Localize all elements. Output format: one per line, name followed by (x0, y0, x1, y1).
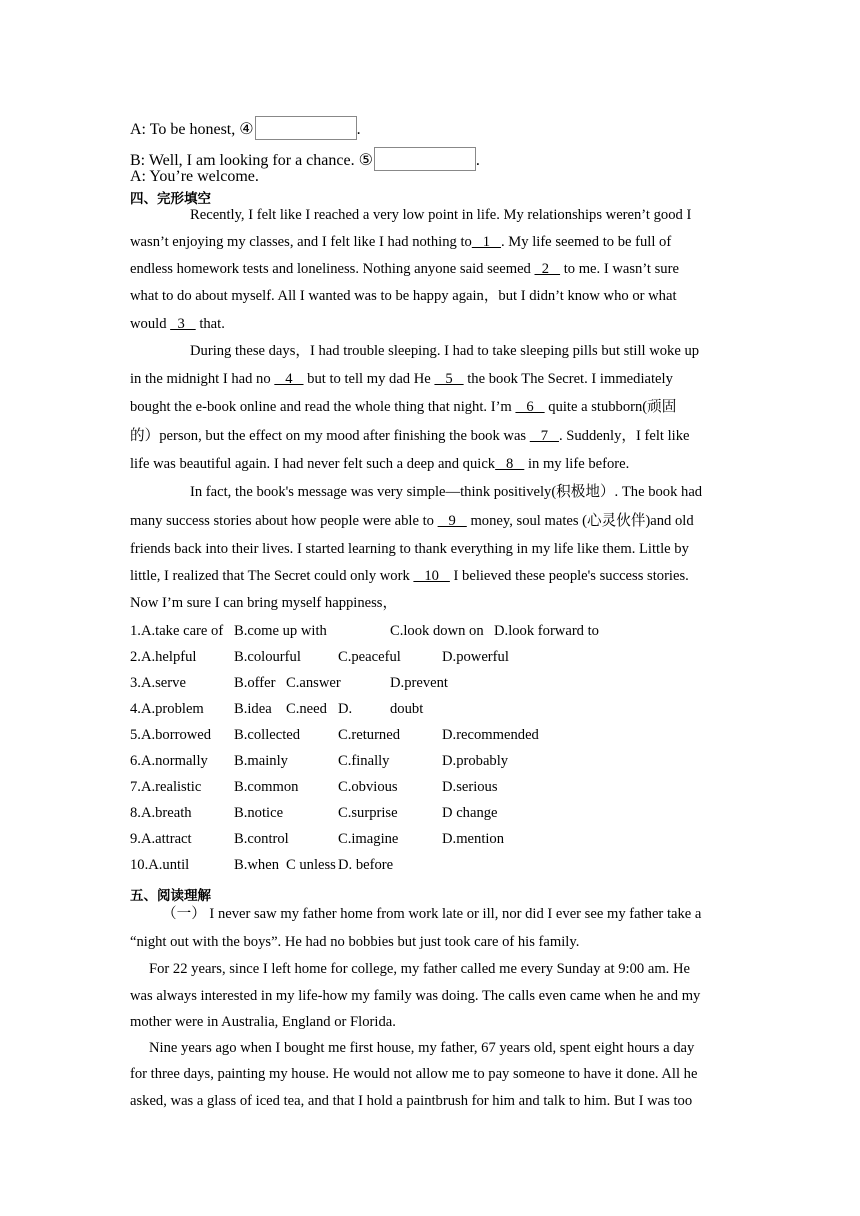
blank-9: 9 (437, 513, 467, 529)
blank-4: 4 (274, 371, 304, 387)
option-c: C.obvious (338, 779, 398, 795)
para1-line3: endless homework tests and loneliness. Nothing anyone said seemed 2 to me. I wasn’t sure (130, 261, 679, 277)
option-a: 8.A.breath (130, 805, 192, 821)
blank-8: 8 (495, 456, 525, 472)
blank-7: 7 (529, 428, 559, 444)
blank-5: 5 (434, 371, 464, 387)
option-a: 6.A.normally (130, 753, 208, 769)
dialogue-line-a4: A: To be honest, ④ . (130, 116, 361, 140)
option-d: D.prevent (390, 675, 448, 691)
reading-p1-line2: “night out with the boys”. He had no bobbies but just took care of his family. (130, 934, 580, 950)
para3-line2: many success stories about how people were able to 9 money, soul mates (心灵伙伴)and old (130, 513, 694, 529)
option-d: D.mention (442, 831, 505, 847)
option-b: B.offer (234, 675, 276, 691)
option-c: C.peaceful (338, 649, 401, 665)
reading-p2-line1: For 22 years, since I left home for college, my father called me every Sunday at 9:00 am. He (149, 961, 690, 977)
option-a: 9.A.attract (130, 831, 192, 847)
section-5-title: 五、阅读理解 (130, 888, 211, 904)
option-b: B.when (234, 857, 279, 873)
option-d-text: doubt (390, 701, 424, 717)
reading-p3-line2: for three days, painting my house. He would not allow me to pay someone to have it done. All he (130, 1066, 698, 1082)
option-c: C.need (286, 701, 327, 717)
option-c: C unless (286, 857, 336, 873)
blank-2: 2 (534, 261, 561, 277)
option-d: D change (442, 805, 498, 821)
answer-box-5[interactable] (374, 147, 476, 171)
option-c: C.answer (286, 675, 341, 691)
option-b: B.common (234, 779, 299, 795)
reading-p1-line1: （一） I never saw my father home from work late or ill, nor did I ever see my father take a (162, 906, 702, 922)
option-a: 2.A.helpful (130, 649, 197, 665)
para3-line1: In fact, the book's message was very simple—think positively(积极地）. The book had (190, 484, 703, 500)
reading-p3-line1: Nine years ago when I bought me first house, my father, 67 years old, spent eight hours a day (149, 1040, 695, 1056)
para1-line4: what to do about myself. All I wanted was to be happy again，but I didn’t know who or what (130, 288, 677, 304)
option-a: 1.A.take care of (130, 623, 224, 639)
reading-p2-line3: mother were in Australia, England or Florida. (130, 1014, 396, 1030)
option-b: B.notice (234, 805, 284, 821)
answer-box-4[interactable] (255, 116, 357, 140)
option-d: D.recommended (442, 727, 539, 743)
option-a: 7.A.realistic (130, 779, 202, 795)
option-d: D. before (338, 857, 394, 873)
para2-line2: in the midnight I had no 4 but to tell my dad He 5 the book The Secret. I immediately (130, 371, 673, 387)
reading-p2-line2: was always interested in my life-how my family was doing. The calls even came when he and my (130, 988, 701, 1004)
option-b: B.control (234, 831, 289, 847)
option-a: 4.A.problem (130, 701, 204, 717)
option-c: C.returned (338, 727, 401, 743)
para3-line5: Now I’m sure I can bring myself happiness， (130, 595, 398, 611)
para3-line3: friends back into their lives. I started learning to thank everything in my life like them. Little by (130, 541, 689, 557)
para3-line4: little, I realized that The Secret could only work 10 I believed these people's success stories. (130, 568, 689, 584)
option-a: 10.A.until (130, 857, 190, 873)
dialogue-line-b5: B: Well, I am looking for a chance. ⑤ . (130, 147, 480, 171)
option-d: D. (338, 701, 353, 717)
option-c: C.finally (338, 753, 390, 769)
para1-line5: would 3 that. (130, 316, 225, 332)
option-b: B.collected (234, 727, 301, 743)
option-d: D.look forward to (494, 623, 599, 639)
para2-line4: 的）person, but the effect on my mood after finishing the book was 7 . Suddenly，I felt like (130, 428, 690, 444)
blank-3: 3 (170, 316, 196, 332)
option-d: D.probably (442, 753, 509, 769)
para2-line5: life was beautiful again. I had never felt such a deep and quick 8 in my life before. (130, 456, 630, 472)
option-b: B.idea (234, 701, 272, 717)
option-c: C.look down on (390, 623, 484, 639)
option-c: C.surprise (338, 805, 398, 821)
option-d: D.powerful (442, 649, 509, 665)
option-d: D.serious (442, 779, 498, 795)
section-4-title: 四、完形填空 (130, 191, 211, 207)
option-a: 5.A.borrowed (130, 727, 212, 743)
option-b: B.mainly (234, 753, 288, 769)
para1-line2: wasn’t enjoying my classes, and I felt like I had nothing to 1 . My life seemed to be full of (130, 234, 672, 250)
blank-1: 1 (471, 234, 501, 250)
para2-line3: bought the e-book online and read the whole thing that night. I’m 6 quite a stubborn(顽固 (130, 399, 677, 415)
option-a: 3.A.serve (130, 675, 186, 691)
reading-p3-line3: asked, was a glass of iced tea, and that I hold a paintbrush for him and talk to him. But I was too (130, 1093, 693, 1109)
option-b: B.colourful (234, 649, 301, 665)
option-c: C.imagine (338, 831, 399, 847)
para2-line1: During these days，I had trouble sleeping. I had to take sleeping pills but still woke up (190, 343, 700, 359)
blank-6: 6 (515, 399, 545, 415)
option-b: B.come up with (234, 623, 327, 639)
dialogue-line-a-end: A: You’re welcome. (130, 168, 259, 185)
para1-line1: Recently, I felt like I reached a very low point in life. My relationships weren’t good I (190, 207, 692, 223)
blank-10: 10 (413, 568, 450, 584)
